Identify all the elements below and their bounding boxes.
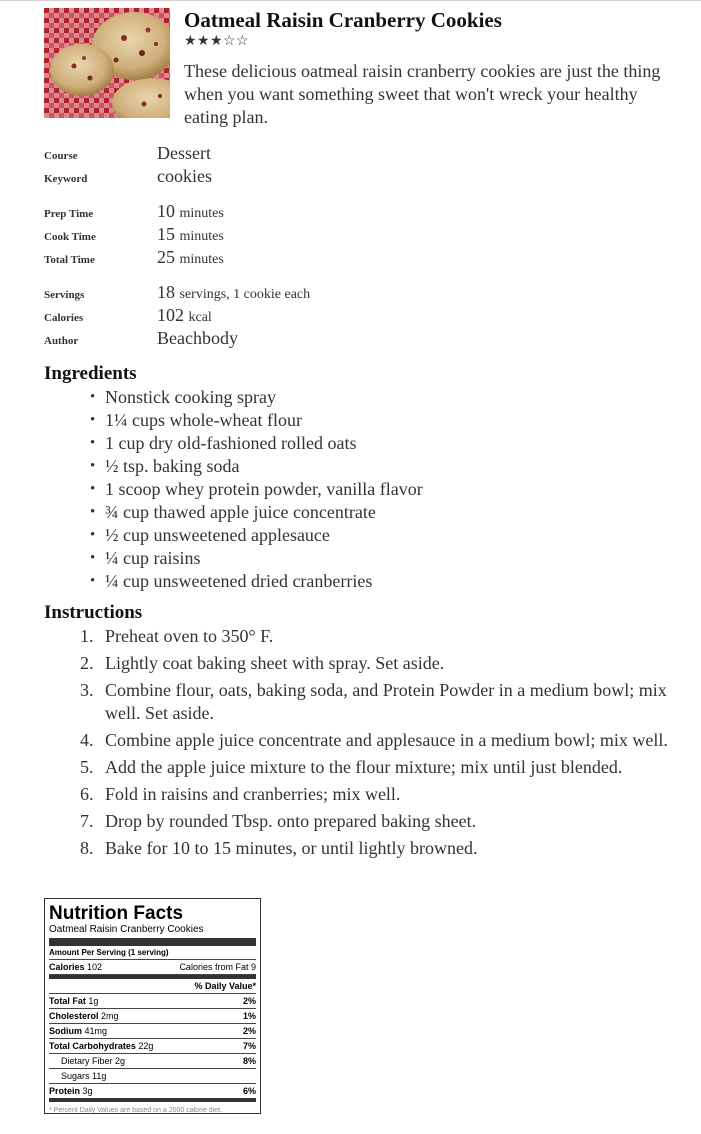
instruction-step: 5. Add the apple juice mixture to the flour mixture; mix until just blended. bbox=[80, 757, 623, 777]
servings-value: 18 bbox=[157, 282, 175, 302]
instruction-step: 8. Bake for 10 to 15 minutes, or until lightly browned. bbox=[80, 838, 478, 858]
instruction-step: 1. Preheat oven to 350° F. bbox=[80, 626, 274, 646]
meta-calories bbox=[44, 303, 444, 326]
meta-cook-time bbox=[44, 222, 444, 245]
meta-course bbox=[44, 141, 444, 164]
calories-row: Calories 102 Calories from Fat 9 bbox=[49, 960, 256, 975]
prep-time-unit: minutes bbox=[179, 206, 224, 221]
course-label: Course bbox=[44, 150, 78, 162]
top-divider bbox=[0, 0, 701, 1]
servings-label: Servings bbox=[44, 289, 85, 301]
meta-total-time bbox=[44, 245, 444, 268]
ingredient-item: • 1 cup dry old-fashioned rolled oats bbox=[44, 432, 423, 455]
author-label: Author bbox=[44, 335, 79, 347]
star-filled-icon[interactable]: ★ bbox=[197, 34, 210, 49]
instruction-step: 3. Combine flour, oats, baking soda, and Protein Powder in a medium bowl; mix well. Set aside. bbox=[80, 680, 667, 723]
prep-time-label: Prep Time bbox=[44, 208, 94, 220]
total-time-unit: minutes bbox=[179, 252, 224, 267]
total-fat-row: Total Fat 1g 2% bbox=[49, 994, 256, 1009]
daily-value-header: % Daily Value* bbox=[49, 979, 256, 994]
ingredients-list bbox=[44, 386, 423, 593]
ingredient-item: • ¼ cup unsweetened dried cranberries bbox=[44, 570, 423, 593]
amount-per-serving: Amount Per Serving (1 serving) bbox=[49, 947, 256, 960]
star-empty-icon[interactable]: ☆ bbox=[236, 34, 249, 49]
sodium-row: Sodium 41mg 2% bbox=[49, 1024, 256, 1039]
ingredient-item: • ¼ cup raisins bbox=[44, 547, 423, 570]
meta-author bbox=[44, 326, 444, 349]
meta-servings bbox=[44, 280, 444, 303]
ingredient-item: • ¾ cup thawed apple juice concentrate bbox=[44, 501, 423, 524]
keyword-label: Keyword bbox=[44, 173, 88, 185]
cook-time-unit: minutes bbox=[179, 229, 224, 244]
ingredient-item: • 1 scoop whey protein powder, vanilla flavor bbox=[44, 478, 423, 501]
servings-unit: servings, 1 cookie each bbox=[179, 287, 311, 302]
course-value: Dessert bbox=[157, 143, 211, 163]
calories-unit: kcal bbox=[188, 310, 212, 325]
nutrition-title: Nutrition Facts bbox=[49, 903, 184, 924]
sugars-row: Sugars 11g bbox=[49, 1069, 256, 1084]
nutrition-facts-label bbox=[44, 898, 261, 1114]
fiber-row: Dietary Fiber 2g 8% bbox=[49, 1054, 256, 1069]
rating-stars[interactable] bbox=[184, 33, 249, 50]
carbohydrates-row: Total Carbohydrates 22g 7% bbox=[49, 1039, 256, 1054]
thick-divider bbox=[49, 938, 256, 946]
instructions-heading: Instructions bbox=[44, 602, 143, 623]
recipe-photo bbox=[44, 8, 170, 118]
protein-row: Protein 3g 6% bbox=[49, 1084, 256, 1102]
ingredients-heading: Ingredients bbox=[44, 363, 137, 384]
recipe-summary: These delicious oatmeal raisin cranberry cookies are just the thing when you want something sweet that won't wreck your healthy eating plan. bbox=[184, 61, 661, 127]
recipe-title: Oatmeal Raisin Cranberry Cookies bbox=[184, 8, 502, 32]
star-filled-icon[interactable]: ★ bbox=[210, 34, 223, 49]
meta-prep-time bbox=[44, 199, 444, 222]
instruction-step: 7. Drop by rounded Tbsp. onto prepared baking sheet. bbox=[80, 811, 477, 831]
cook-time-value: 15 bbox=[157, 224, 175, 244]
calories-label: Calories bbox=[44, 312, 84, 324]
ingredient-item: • 1¼ cups whole-wheat flour bbox=[44, 409, 423, 432]
ingredient-item: • Nonstick cooking spray bbox=[44, 386, 423, 409]
author-value: Beachbody bbox=[157, 328, 238, 348]
nutrition-recipe-name: Oatmeal Raisin Cranberry Cookies bbox=[49, 924, 204, 935]
nutrition-footnote: * Percent Daily Values are based on a 2000 calorie diet. bbox=[49, 1107, 223, 1114]
prep-time-value: 10 bbox=[157, 201, 175, 221]
instruction-step: 6. Fold in raisins and cranberries; mix well. bbox=[80, 784, 401, 804]
star-filled-icon[interactable]: ★ bbox=[184, 34, 197, 49]
calories-value: 102 bbox=[157, 305, 184, 325]
cookie-image bbox=[44, 8, 170, 118]
star-empty-icon[interactable]: ☆ bbox=[223, 34, 236, 49]
cholesterol-row: Cholesterol 2mg 1% bbox=[49, 1009, 256, 1024]
total-time-label: Total Time bbox=[44, 254, 95, 266]
cook-time-label: Cook Time bbox=[44, 231, 96, 243]
instructions-list bbox=[44, 625, 684, 864]
ingredient-item: • ½ tsp. baking soda bbox=[44, 455, 423, 478]
total-time-value: 25 bbox=[157, 247, 175, 267]
instruction-step: 4. Combine apple juice concentrate and applesauce in a medium bowl; mix well. bbox=[80, 730, 668, 750]
meta-keyword bbox=[44, 164, 444, 187]
keyword-value: cookies bbox=[157, 166, 212, 186]
instruction-step: 2. Lightly coat baking sheet with spray. Set aside. bbox=[80, 653, 445, 673]
ingredient-item: • ½ cup unsweetened applesauce bbox=[44, 524, 423, 547]
